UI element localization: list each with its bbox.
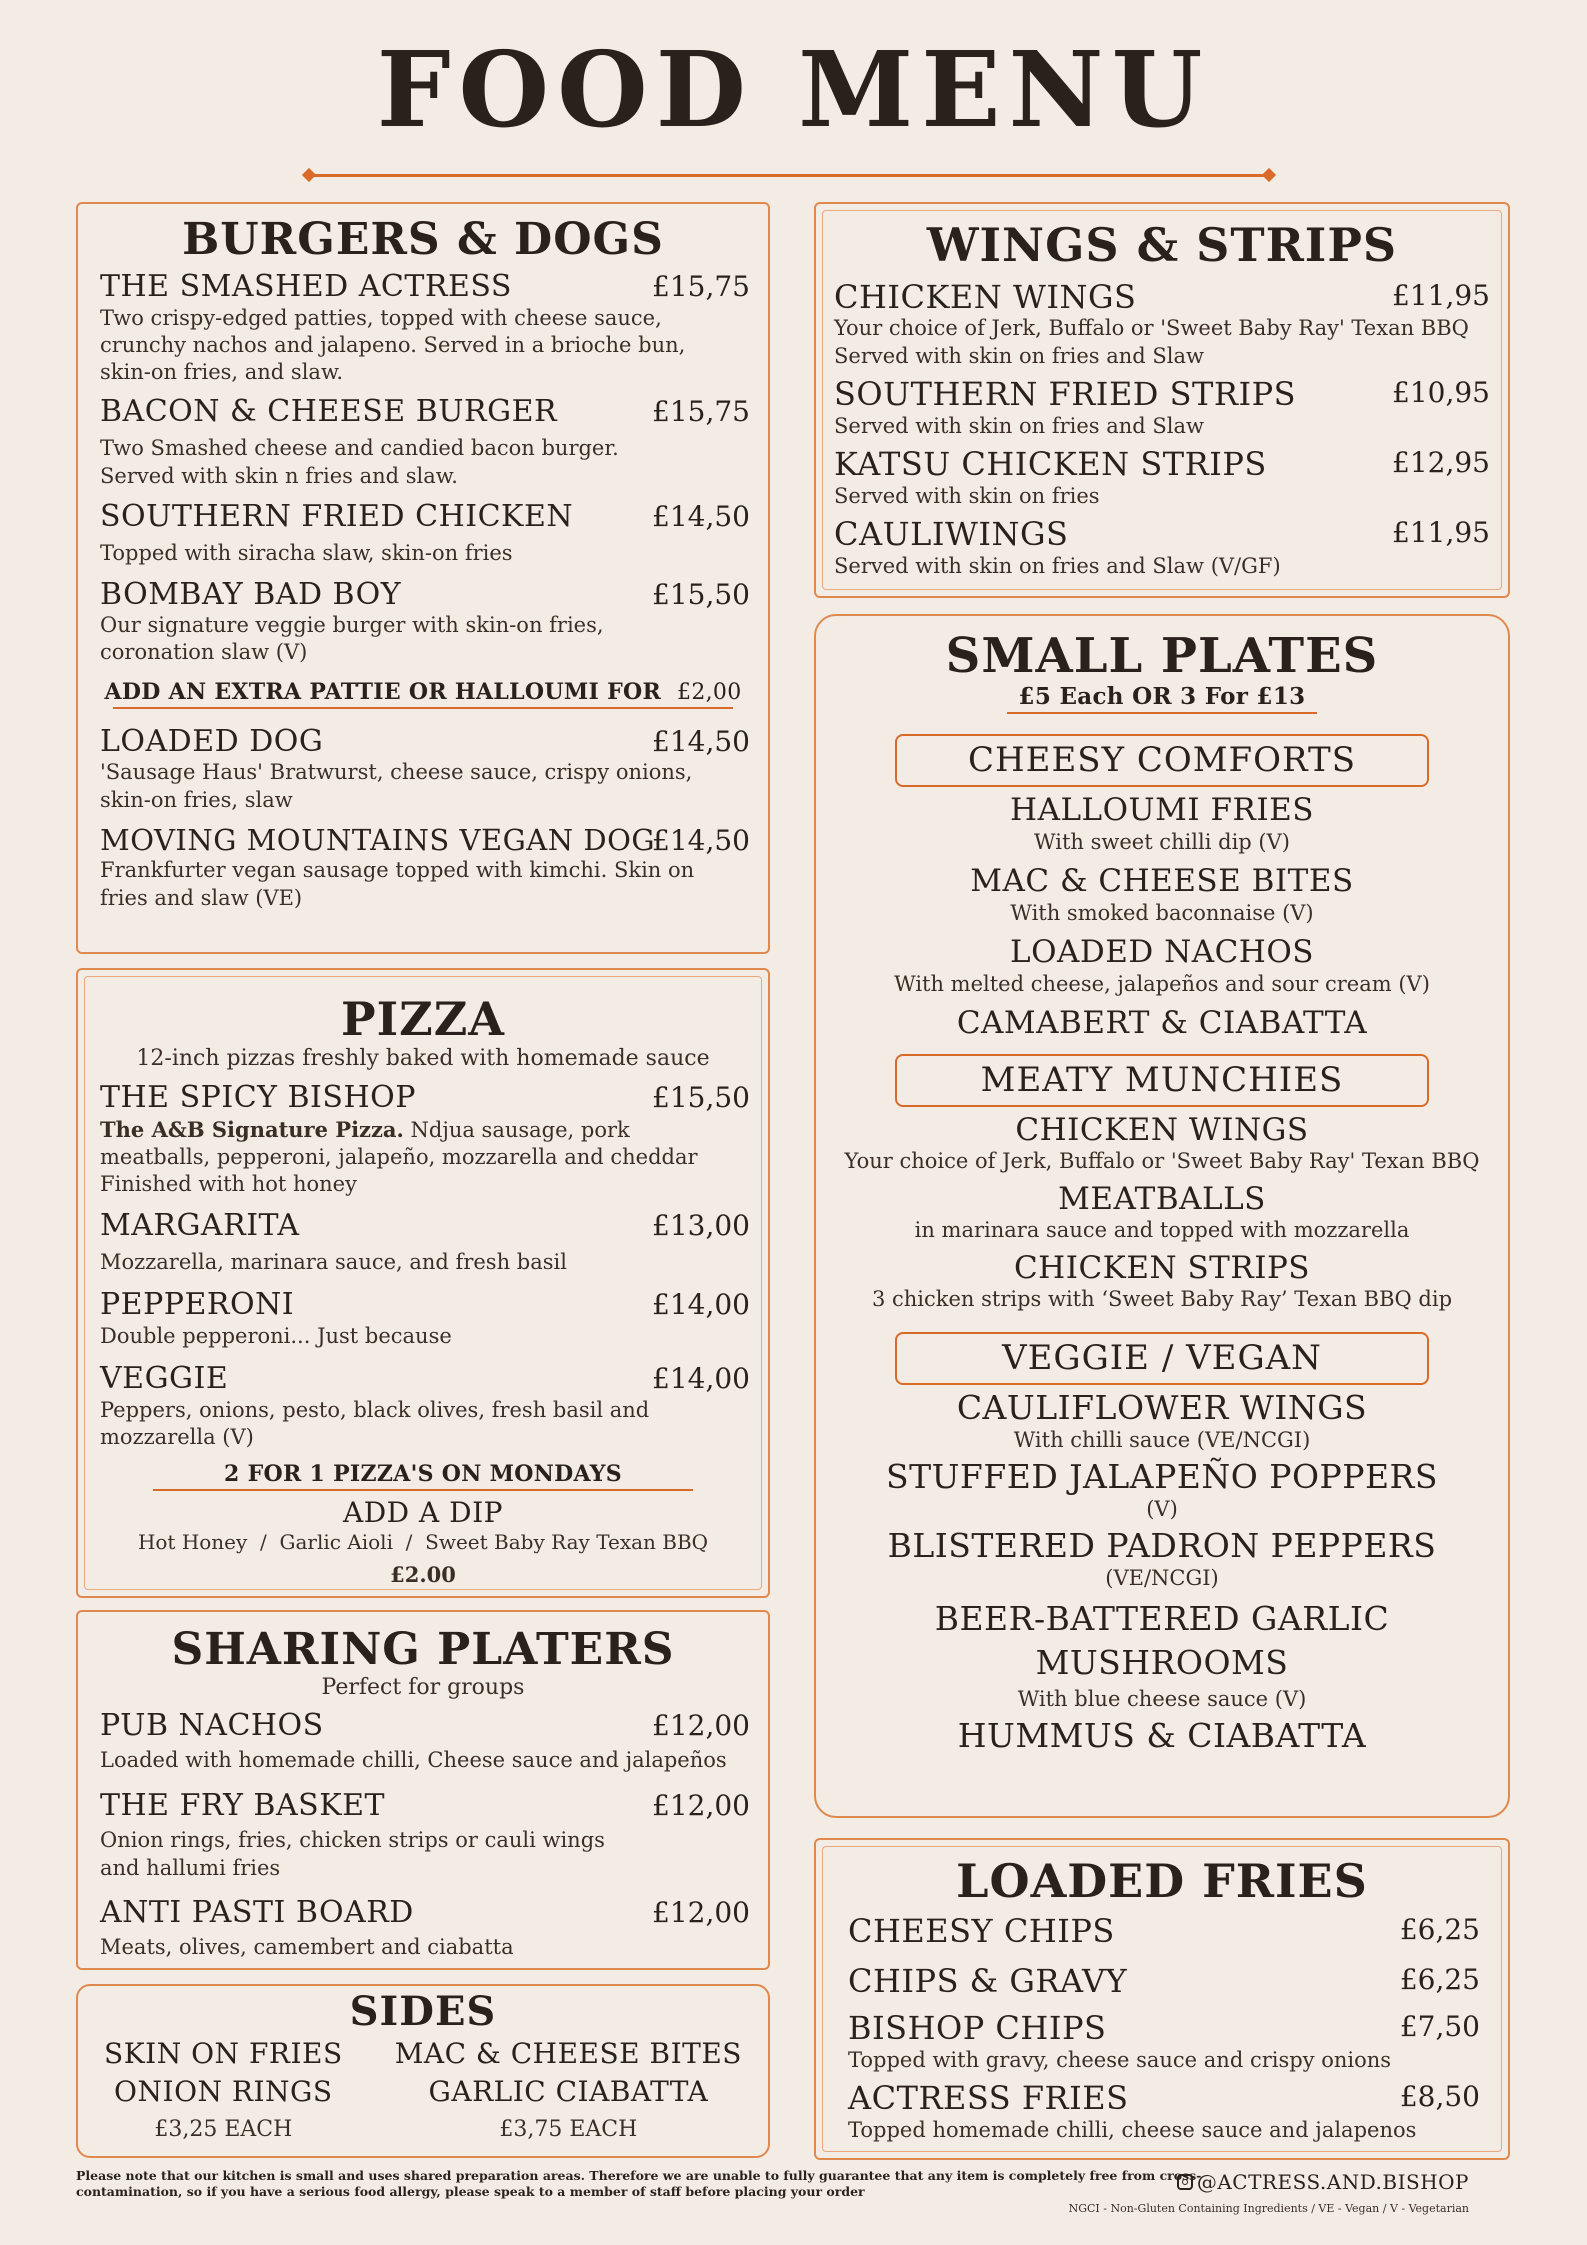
item-price: £15,75 xyxy=(652,394,750,428)
sides-title: SIDES xyxy=(349,1988,497,2035)
item-name: CHIPS & GRAVY xyxy=(848,1962,1128,2001)
signature-label: The A&B Signature Pizza. xyxy=(100,1116,404,1142)
offer-text: £5 Each OR 3 For £13 xyxy=(1018,682,1306,710)
menu-item xyxy=(78,500,768,568)
extra-label: ADD AN EXTRA PATTIE OR HALLOUMI FOR xyxy=(104,678,662,705)
item-name: CAULIFLOWER WINGS xyxy=(956,1387,1368,1427)
item-price: £12,00 xyxy=(652,1708,750,1742)
add-dip-section xyxy=(78,1497,768,1588)
item-desc: Mozzarella, marinara sauce, and fresh basil xyxy=(100,1250,567,1275)
item-desc: With blue cheese sauce (V) xyxy=(1017,1686,1307,1711)
sides-left-column xyxy=(104,2038,343,2145)
item-name: THE SMASHED ACTRESS xyxy=(100,269,512,305)
item-price: £14,50 xyxy=(652,823,750,857)
item-desc: Served with skin on fries xyxy=(834,483,1100,508)
item-name: CHICKEN WINGS xyxy=(834,277,1137,316)
item-name: CHICKEN WINGS xyxy=(1015,1111,1309,1148)
item-name: MAC & CHEESE BITES xyxy=(970,863,1354,900)
item-desc: Served with skin on fries and Slaw xyxy=(834,413,1205,438)
item-desc: With melted cheese, jalapeños and sour cream (V) xyxy=(894,971,1430,996)
sharing-title: SHARING PLATERS xyxy=(171,1624,675,1675)
item-name: LOADED NACHOS xyxy=(1010,933,1314,970)
item-desc: Two crispy-edged patties, topped with cheese sauce, crunchy nachos and jalapeno. Served in a brioche bun, skin-on fries, and slaw. xyxy=(100,305,686,385)
item-name: BACON & CHEESE BURGER xyxy=(100,393,558,429)
item-desc: With sweet chilli dip (V) xyxy=(1034,829,1290,854)
item-desc: in marinara sauce and topped with mozzarella xyxy=(914,1218,1410,1243)
item-desc: Topped with siracha slaw, skin-on fries xyxy=(100,541,513,566)
meaty-munchies-header: MEATY MUNCHIES xyxy=(895,1054,1429,1107)
item-name: VEGGIE xyxy=(100,1361,229,1397)
side-price: £3,75 EACH xyxy=(499,2117,638,2143)
item-desc: Double pepperoni... Just because xyxy=(100,1323,452,1348)
wings-title: WINGS & STRIPS xyxy=(926,218,1398,272)
social-handle[interactable] xyxy=(1177,2170,1469,2194)
menu-item xyxy=(78,1081,768,1198)
item-name: ANTI PASTI BOARD xyxy=(100,1894,414,1930)
item-name: CAMABERT & CIABATTA xyxy=(956,1004,1368,1041)
item-desc: Served with skin on fries and Slaw (V/GF) xyxy=(834,553,1281,578)
item-name: ACTRESS FRIES xyxy=(848,2079,1129,2118)
item-name: HUMMUS & CIABATTA xyxy=(957,1716,1367,1756)
item-price: £15,50 xyxy=(652,1081,750,1115)
item-desc-text: Ndjua sausage, pork meatballs, pepperoni, jalapeño, mozzarella and cheddar Finished with hot honey xyxy=(100,1117,698,1197)
item-name: LOADED DOG xyxy=(100,723,324,759)
sharing-panel xyxy=(76,1610,770,1970)
instagram-icon xyxy=(1177,2174,1193,2190)
menu-item xyxy=(78,395,768,490)
item-desc: (VE/NCGI) xyxy=(1105,1566,1219,1591)
item-name: KATSU CHICKEN STRIPS xyxy=(834,445,1267,484)
item-price: £8,50 xyxy=(1399,2080,1480,2114)
burgers-panel xyxy=(76,202,770,954)
item-desc: Meats, olives, camembert and ciabatta xyxy=(100,1935,514,1960)
menu-item xyxy=(78,1209,768,1277)
item-desc: Your choice of Jerk, Buffalo or 'Sweet Baby Ray' Texan BBQ xyxy=(844,1149,1480,1174)
extra-pattie-note xyxy=(78,679,768,713)
pizza-panel xyxy=(76,968,770,1598)
menu-item xyxy=(816,516,1508,580)
item-price: £11,95 xyxy=(1392,516,1490,550)
menu-item xyxy=(78,725,768,814)
item-name: THE FRY BASKET xyxy=(100,1787,386,1823)
item-price: £14,50 xyxy=(652,724,750,758)
menu-item xyxy=(78,824,768,912)
item-desc: Onion rings, fries, chicken strips or cauli wings and hallumi fries xyxy=(100,1828,605,1880)
item-name: BEER-BATTERED GARLIC MUSHROOMS xyxy=(934,1598,1390,1683)
item-price: £6,25 xyxy=(1399,1912,1480,1946)
item-price: £6,25 xyxy=(1399,1963,1480,1997)
allergy-notice: Please note that our kitchen is small and uses shared preparation areas. Therefore we are unable to fully guarantee that any item is completely free from cross-contamination, so if you have a serious food allergy, please speak to a member of staff before placing your order xyxy=(76,2168,1202,2200)
item-desc: Topped homemade chilli, cheese sauce and jalapenos xyxy=(848,2118,1417,2143)
item-name: CHEESY CHIPS xyxy=(848,1911,1115,1950)
item-name: THE SPICY BISHOP xyxy=(100,1080,416,1116)
item-name: MOVING MOUNTAINS VEGAN DOG xyxy=(100,822,656,857)
small-plates-panel xyxy=(814,614,1510,1818)
item-name: PUB NACHOS xyxy=(100,1707,324,1743)
menu-item xyxy=(78,578,768,667)
item-name: SOUTHERN FRIED STRIPS xyxy=(834,374,1297,413)
menu-item xyxy=(78,1288,768,1350)
item-price: £14,00 xyxy=(652,1288,750,1322)
item-name: SOUTHERN FRIED CHICKEN xyxy=(100,498,574,534)
item-price: £11,95 xyxy=(1392,278,1490,312)
item-price: £14,00 xyxy=(652,1362,750,1396)
item-price: £10,95 xyxy=(1392,375,1490,409)
small-plates-offer xyxy=(816,683,1508,718)
sides-grid xyxy=(78,2038,768,2145)
menu-item xyxy=(78,1362,768,1451)
item-name: MARGARITA xyxy=(100,1207,300,1243)
item-price: £12,00 xyxy=(652,1895,750,1929)
loaded-fries-title: LOADED FRIES xyxy=(956,1854,1368,1908)
item-name: CHICKEN STRIPS xyxy=(1013,1249,1311,1286)
small-plates-title: SMALL PLATES xyxy=(945,628,1379,684)
social-handle-text: @ACTRESS.AND.BISHOP xyxy=(1196,2170,1469,2194)
extra-price: £2,00 xyxy=(677,679,742,705)
item-desc: Loaded with homemade chilli, Cheese sauce and jalapeños xyxy=(100,1748,727,1773)
item-price: £13,00 xyxy=(652,1208,750,1242)
sides-panel xyxy=(76,1984,770,2158)
item-desc: With chilli sauce (VE/NCGI) xyxy=(1013,1427,1311,1452)
page-title: FOOD MENU xyxy=(376,28,1211,151)
dip-price: £2.00 xyxy=(390,1562,456,1588)
item-name: PEPPERONI xyxy=(100,1287,295,1323)
side-item: MAC & CHEESE BITES xyxy=(394,2037,742,2070)
item-price: £15,50 xyxy=(652,577,750,611)
menu-item xyxy=(78,270,768,386)
cheesy-comforts-header: CHEESY COMFORTS xyxy=(895,734,1429,787)
side-item: GARLIC CIABATTA xyxy=(428,2075,709,2109)
item-desc: Frankfurter vegan sausage topped with kimchi. Skin on fries and slaw (VE) xyxy=(100,858,695,910)
meaty-munchies-list xyxy=(816,1113,1508,1314)
dietary-legend: NGCI - Non-Gluten Containing Ingredients / VE - Vegan / V - Vegetarian xyxy=(1068,2202,1469,2215)
item-desc: With smoked baconnaise (V) xyxy=(1010,900,1314,925)
promo-text: 2 FOR 1 PIZZA'S ON MONDAYS xyxy=(224,1461,622,1488)
item-desc: Topped with gravy, cheese sauce and crispy onions xyxy=(848,2047,1392,2072)
side-item: ONION RINGS xyxy=(114,2075,333,2109)
pizza-promo xyxy=(78,1461,768,1495)
pizza-subtitle: 12-inch pizzas freshly baked with homemade sauce xyxy=(136,1045,710,1071)
item-price: £7,50 xyxy=(1399,2010,1480,2044)
item-price: £12,00 xyxy=(652,1788,750,1822)
item-desc: 'Sausage Haus' Bratwurst, cheese sauce, crispy onions, skin-on fries, slaw xyxy=(100,760,693,812)
menu-item xyxy=(816,446,1508,510)
menu-item xyxy=(816,2010,1508,2074)
menu-item xyxy=(816,279,1508,370)
loaded-fries-panel xyxy=(814,1838,1510,2160)
item-name: BISHOP CHIPS xyxy=(848,2009,1107,2048)
menu-item xyxy=(816,376,1508,440)
sharing-subtitle: Perfect for groups xyxy=(321,1675,525,1701)
item-desc: Our signature veggie burger with skin-on fries, coronation slaw (V) xyxy=(100,613,604,665)
item-name: HALLOUMI FRIES xyxy=(1010,792,1314,829)
item-name: BLISTERED PADRON PEPPERS xyxy=(887,1526,1437,1566)
item-name: STUFFED JALAPEÑO POPPERS xyxy=(886,1457,1438,1497)
cheesy-comforts-list xyxy=(816,793,1508,1041)
item-desc: (V) xyxy=(1146,1497,1178,1522)
menu-item xyxy=(816,1913,1508,1950)
menu-item xyxy=(78,1709,768,1775)
dip-options: Hot Honey / Garlic Aioli / Sweet Baby Ray Texan BBQ xyxy=(137,1530,709,1555)
dip-title: ADD A DIP xyxy=(343,1496,503,1530)
item-name: BOMBAY BAD BOY xyxy=(100,576,402,612)
pizza-title: PIZZA xyxy=(341,992,505,1046)
item-desc: Peppers, onions, pesto, black olives, fresh basil and mozzarella (V) xyxy=(100,1397,650,1449)
wings-panel xyxy=(814,202,1510,598)
item-name: CAULIWINGS xyxy=(834,515,1069,554)
title-divider xyxy=(310,174,1268,177)
item-desc: Two Smashed cheese and candied bacon burger. Served with skin n fries and slaw. xyxy=(100,436,619,488)
burgers-title: BURGERS & DOGS xyxy=(182,214,664,265)
sides-right-column xyxy=(395,2038,742,2145)
menu-item xyxy=(78,1896,768,1962)
item-price: £15,75 xyxy=(652,270,750,304)
side-item: SKIN ON FRIES xyxy=(104,2037,343,2070)
item-name: MEATBALLS xyxy=(1058,1180,1266,1217)
item-price: £14,50 xyxy=(652,499,750,533)
item-price: £12,95 xyxy=(1392,446,1490,480)
item-desc: Your choice of Jerk, Buffalo or 'Sweet Baby Ray' Texan BBQ Served with skin on fries and Slaw xyxy=(834,316,1469,368)
veggie-vegan-list xyxy=(816,1389,1508,1755)
item-desc: 3 chicken strips with ‘Sweet Baby Ray’ Texan BBQ dip xyxy=(871,1287,1453,1312)
menu-item xyxy=(816,1963,1508,2000)
menu-item xyxy=(816,2080,1508,2144)
menu-item xyxy=(78,1789,768,1882)
side-price: £3,25 EACH xyxy=(154,2117,293,2143)
veggie-vegan-header: VEGGIE / VEGAN xyxy=(895,1332,1429,1385)
item-desc xyxy=(100,1116,720,1199)
